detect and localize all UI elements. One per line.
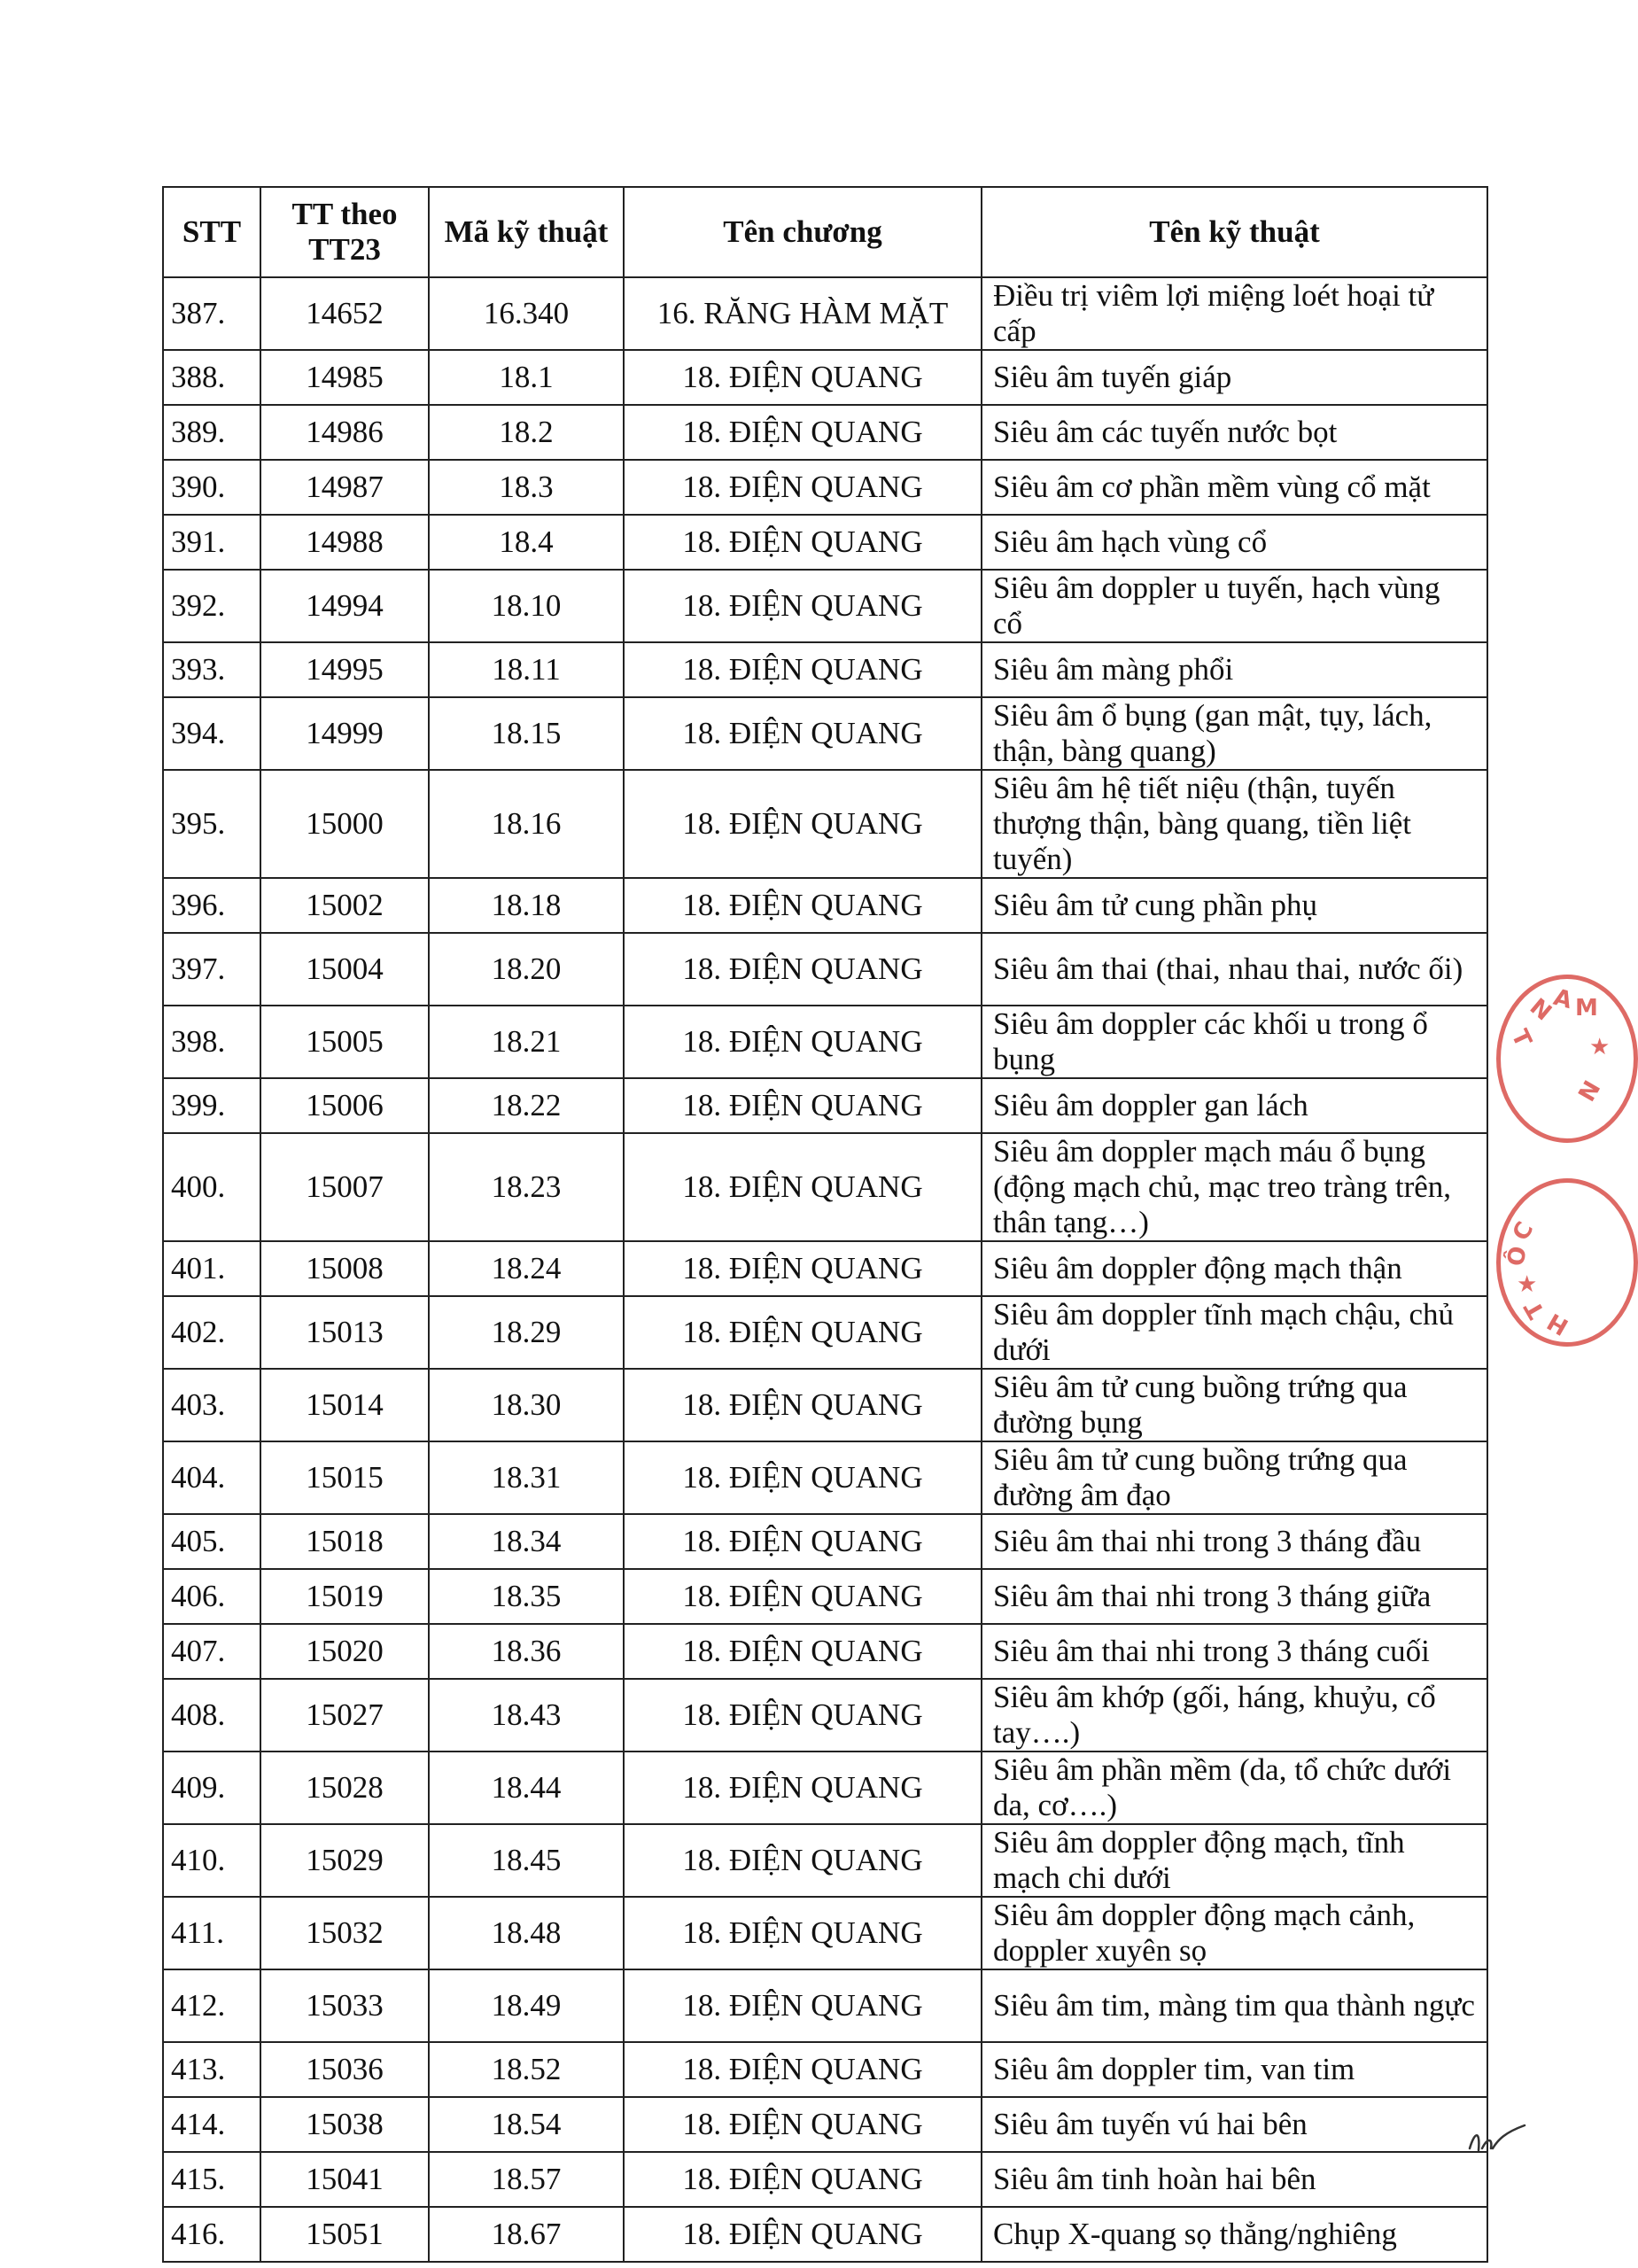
- table-row: [163, 1241, 1487, 1296]
- cell-ten-ky-thuat: Siêu âm thai nhi trong 3 tháng giữa: [982, 1569, 1487, 1624]
- cell-stt: 395.: [163, 770, 260, 878]
- table-row: [163, 1296, 1487, 1369]
- cell-tt-theo-tt23: 15006: [260, 1078, 429, 1133]
- cell-tt-theo-tt23: 15004: [260, 933, 429, 1006]
- cell-tt-theo-tt23: 14987: [260, 460, 429, 515]
- cell-ten-ky-thuat: Siêu âm các tuyến nước bọt: [982, 405, 1487, 460]
- table-row: [163, 642, 1487, 697]
- cell-ten-ky-thuat: Siêu âm tuyến giáp: [982, 350, 1487, 405]
- table-row: [163, 878, 1487, 933]
- table-row: [163, 1679, 1487, 1751]
- header-stt: STT: [163, 187, 260, 277]
- cell-stt: 407.: [163, 1624, 260, 1679]
- cell-stt: 392.: [163, 570, 260, 642]
- cell-ten-ky-thuat: Chụp X-quang sọ thẳng/nghiêng: [982, 2207, 1487, 2262]
- cell-ma-ky-thuat: 18.48: [429, 1897, 624, 1969]
- table-row: [163, 1897, 1487, 1969]
- cell-ten-ky-thuat: Siêu âm khớp (gối, háng, khuỷu, cổ tay….): [982, 1679, 1487, 1751]
- cell-stt: 406.: [163, 1569, 260, 1624]
- cell-ma-ky-thuat: 18.23: [429, 1133, 624, 1241]
- table-row: [163, 570, 1487, 642]
- cell-ten-ky-thuat: Siêu âm tử cung buồng trứng qua đường bụng: [982, 1369, 1487, 1441]
- cell-ten-chuong: 18. ĐIỆN QUANG: [624, 1569, 982, 1624]
- table-row: [163, 2097, 1487, 2152]
- table-row: [163, 515, 1487, 570]
- cell-tt-theo-tt23: 15028: [260, 1751, 429, 1824]
- cell-ten-ky-thuat: Siêu âm hệ tiết niệu (thận, tuyến thượng thận, bàng quang, tiền liệt tuyến): [982, 770, 1487, 878]
- table-row: [163, 1969, 1487, 2042]
- cell-ten-chuong: 18. ĐIỆN QUANG: [624, 642, 982, 697]
- cell-tt-theo-tt23: 15000: [260, 770, 429, 878]
- cell-ten-ky-thuat: Siêu âm thai nhi trong 3 tháng cuối: [982, 1624, 1487, 1679]
- cell-ten-chuong: 18. ĐIỆN QUANG: [624, 2207, 982, 2262]
- cell-tt-theo-tt23: 15029: [260, 1824, 429, 1897]
- cell-ten-ky-thuat: Siêu âm doppler gan lách: [982, 1078, 1487, 1133]
- cell-ma-ky-thuat: 18.35: [429, 1569, 624, 1624]
- cell-stt: 409.: [163, 1751, 260, 1824]
- cell-stt: 388.: [163, 350, 260, 405]
- cell-stt: 399.: [163, 1078, 260, 1133]
- cell-stt: 393.: [163, 642, 260, 697]
- cell-tt-theo-tt23: 15019: [260, 1569, 429, 1624]
- cell-stt: 391.: [163, 515, 260, 570]
- cell-ma-ky-thuat: 18.29: [429, 1296, 624, 1369]
- header-tt-theo-tt23: TT theo TT23: [260, 187, 429, 277]
- cell-ten-ky-thuat: Siêu âm doppler mạch máu ổ bụng (động mạch chủ, mạc treo tràng trên, thân tạng…): [982, 1133, 1487, 1241]
- table-header-row: [163, 187, 1487, 277]
- table-row: [163, 2042, 1487, 2097]
- cell-ma-ky-thuat: 18.15: [429, 697, 624, 770]
- cell-ten-chuong: 18. ĐIỆN QUANG: [624, 1751, 982, 1824]
- cell-tt-theo-tt23: 15014: [260, 1369, 429, 1441]
- table-row: [163, 933, 1487, 1006]
- cell-tt-theo-tt23: 15002: [260, 878, 429, 933]
- cell-stt: 405.: [163, 1514, 260, 1569]
- cell-tt-theo-tt23: 15051: [260, 2207, 429, 2262]
- cell-ten-ky-thuat: Siêu âm ổ bụng (gan mật, tụy, lách, thận, bàng quang): [982, 697, 1487, 770]
- table-row: [163, 1624, 1487, 1679]
- cell-ten-chuong: 18. ĐIỆN QUANG: [624, 2042, 982, 2097]
- cell-ten-chuong: 18. ĐIỆN QUANG: [624, 697, 982, 770]
- table-row: [163, 1369, 1487, 1441]
- header-ten-ky-thuat: Tên kỹ thuật: [982, 187, 1487, 277]
- table-row: [163, 1514, 1487, 1569]
- cell-ten-chuong: 18. ĐIỆN QUANG: [624, 1133, 982, 1241]
- table-row: [163, 1441, 1487, 1514]
- cell-ten-chuong: 18. ĐIỆN QUANG: [624, 1296, 982, 1369]
- cell-ten-chuong: 18. ĐIỆN QUANG: [624, 1078, 982, 1133]
- cell-stt: 389.: [163, 405, 260, 460]
- cell-ten-chuong: 18. ĐIỆN QUANG: [624, 1624, 982, 1679]
- cell-ten-chuong: 18. ĐIỆN QUANG: [624, 1969, 982, 2042]
- cell-ma-ky-thuat: 18.16: [429, 770, 624, 878]
- cell-ten-chuong: 16. RĂNG HÀM MẶT: [624, 277, 982, 350]
- cell-ten-ky-thuat: Siêu âm tinh hoàn hai bên: [982, 2152, 1487, 2207]
- cell-ten-ky-thuat: Siêu âm doppler động mạch, tĩnh mạch chi dưới: [982, 1824, 1487, 1897]
- cell-ma-ky-thuat: 18.31: [429, 1441, 624, 1514]
- cell-stt: 390.: [163, 460, 260, 515]
- cell-ma-ky-thuat: 18.67: [429, 2207, 624, 2262]
- cell-tt-theo-tt23: 15007: [260, 1133, 429, 1241]
- cell-ten-chuong: 18. ĐIỆN QUANG: [624, 878, 982, 933]
- table-row: [163, 2152, 1487, 2207]
- cell-stt: 410.: [163, 1824, 260, 1897]
- cell-ma-ky-thuat: 18.30: [429, 1369, 624, 1441]
- cell-ma-ky-thuat: 18.10: [429, 570, 624, 642]
- official-seal-bottom: C Ô ★ T H: [1496, 1178, 1638, 1347]
- cell-stt: 400.: [163, 1133, 260, 1241]
- cell-stt: 411.: [163, 1897, 260, 1969]
- cell-stt: 413.: [163, 2042, 260, 2097]
- cell-stt: 398.: [163, 1006, 260, 1078]
- cell-stt: 402.: [163, 1296, 260, 1369]
- table-row: [163, 2207, 1487, 2262]
- cell-ten-chuong: 18. ĐIỆN QUANG: [624, 1514, 982, 1569]
- cell-tt-theo-tt23: 14999: [260, 697, 429, 770]
- cell-ma-ky-thuat: 18.57: [429, 2152, 624, 2207]
- cell-ten-ky-thuat: Siêu âm doppler tĩnh mạch chậu, chủ dưới: [982, 1296, 1487, 1369]
- cell-tt-theo-tt23: 15020: [260, 1624, 429, 1679]
- cell-tt-theo-tt23: 15038: [260, 2097, 429, 2152]
- technique-table: [162, 186, 1488, 2263]
- cell-tt-theo-tt23: 15018: [260, 1514, 429, 1569]
- cell-ten-chuong: 18. ĐIỆN QUANG: [624, 1006, 982, 1078]
- cell-tt-theo-tt23: 15041: [260, 2152, 429, 2207]
- cell-ma-ky-thuat: 18.34: [429, 1514, 624, 1569]
- cell-ten-ky-thuat: Siêu âm doppler động mạch cảnh, doppler xuyên sọ: [982, 1897, 1487, 1969]
- cell-tt-theo-tt23: 14652: [260, 277, 429, 350]
- cell-stt: 414.: [163, 2097, 260, 2152]
- cell-ten-chuong: 18. ĐIỆN QUANG: [624, 1241, 982, 1296]
- cell-tt-theo-tt23: 15033: [260, 1969, 429, 2042]
- cell-stt: 403.: [163, 1369, 260, 1441]
- header-ten-chuong: Tên chương: [624, 187, 982, 277]
- cell-ten-chuong: 18. ĐIỆN QUANG: [624, 460, 982, 515]
- cell-tt-theo-tt23: 15008: [260, 1241, 429, 1296]
- cell-tt-theo-tt23: 15015: [260, 1441, 429, 1514]
- signature-initials-icon: [1466, 2122, 1528, 2157]
- cell-ten-ky-thuat: Siêu âm tử cung phần phụ: [982, 878, 1487, 933]
- table-row: [163, 1006, 1487, 1078]
- cell-ten-ky-thuat: Siêu âm doppler động mạch thận: [982, 1241, 1487, 1296]
- cell-stt: 397.: [163, 933, 260, 1006]
- cell-ten-ky-thuat: Siêu âm tim, màng tim qua thành ngực: [982, 1969, 1487, 2042]
- cell-tt-theo-tt23: 14994: [260, 570, 429, 642]
- cell-ten-chuong: 18. ĐIỆN QUANG: [624, 515, 982, 570]
- cell-ma-ky-thuat: 18.18: [429, 878, 624, 933]
- cell-tt-theo-tt23: 15013: [260, 1296, 429, 1369]
- cell-stt: 408.: [163, 1679, 260, 1751]
- cell-stt: 404.: [163, 1441, 260, 1514]
- table-row: [163, 770, 1487, 878]
- cell-tt-theo-tt23: 15036: [260, 2042, 429, 2097]
- cell-ma-ky-thuat: 18.43: [429, 1679, 624, 1751]
- cell-ten-chuong: 18. ĐIỆN QUANG: [624, 350, 982, 405]
- table-row: [163, 1824, 1487, 1897]
- cell-ten-ky-thuat: Điều trị viêm lợi miệng loét hoại tử cấp: [982, 277, 1487, 350]
- technique-table-container: [162, 186, 1487, 2263]
- cell-ten-ky-thuat: Siêu âm phần mềm (da, tổ chức dưới da, cơ….): [982, 1751, 1487, 1824]
- cell-ma-ky-thuat: 18.21: [429, 1006, 624, 1078]
- header-ma-ky-thuat: Mã kỹ thuật: [429, 187, 624, 277]
- cell-ten-chuong: 18. ĐIỆN QUANG: [624, 570, 982, 642]
- cell-ten-ky-thuat: Siêu âm thai nhi trong 3 tháng đầu: [982, 1514, 1487, 1569]
- cell-ma-ky-thuat: 18.20: [429, 933, 624, 1006]
- cell-ten-chuong: 18. ĐIỆN QUANG: [624, 2097, 982, 2152]
- cell-tt-theo-tt23: 15032: [260, 1897, 429, 1969]
- table-row: [163, 460, 1487, 515]
- cell-tt-theo-tt23: 14986: [260, 405, 429, 460]
- cell-tt-theo-tt23: 15027: [260, 1679, 429, 1751]
- cell-ma-ky-thuat: 18.45: [429, 1824, 624, 1897]
- cell-ma-ky-thuat: 18.49: [429, 1969, 624, 2042]
- cell-tt-theo-tt23: 14985: [260, 350, 429, 405]
- cell-stt: 416.: [163, 2207, 260, 2262]
- cell-ten-ky-thuat: Siêu âm tử cung buồng trứng qua đường âm đạo: [982, 1441, 1487, 1514]
- cell-tt-theo-tt23: 15005: [260, 1006, 429, 1078]
- cell-ten-chuong: 18. ĐIỆN QUANG: [624, 2152, 982, 2207]
- cell-ten-ky-thuat: Siêu âm tuyến vú hai bên: [982, 2097, 1487, 2152]
- cell-ten-chuong: 18. ĐIỆN QUANG: [624, 405, 982, 460]
- cell-ma-ky-thuat: 18.3: [429, 460, 624, 515]
- cell-ma-ky-thuat: 18.1: [429, 350, 624, 405]
- cell-ten-ky-thuat: Siêu âm doppler u tuyến, hạch vùng cổ: [982, 570, 1487, 642]
- cell-ten-chuong: 18. ĐIỆN QUANG: [624, 1369, 982, 1441]
- cell-tt-theo-tt23: 14988: [260, 515, 429, 570]
- cell-ma-ky-thuat: 18.22: [429, 1078, 624, 1133]
- cell-ten-chuong: 18. ĐIỆN QUANG: [624, 1897, 982, 1969]
- cell-ma-ky-thuat: 18.24: [429, 1241, 624, 1296]
- table-row: [163, 277, 1487, 350]
- cell-ten-ky-thuat: Siêu âm màng phổi: [982, 642, 1487, 697]
- cell-stt: 387.: [163, 277, 260, 350]
- table-row: [163, 405, 1487, 460]
- cell-stt: 394.: [163, 697, 260, 770]
- cell-ma-ky-thuat: 18.54: [429, 2097, 624, 2152]
- cell-ma-ky-thuat: 18.2: [429, 405, 624, 460]
- cell-tt-theo-tt23: 14995: [260, 642, 429, 697]
- cell-ten-chuong: 18. ĐIỆN QUANG: [624, 1441, 982, 1514]
- cell-stt: 415.: [163, 2152, 260, 2207]
- table-body: [163, 277, 1487, 2262]
- cell-ten-ky-thuat: Siêu âm doppler các khối u trong ổ bụng: [982, 1006, 1487, 1078]
- cell-ten-ky-thuat: Siêu âm thai (thai, nhau thai, nước ối): [982, 933, 1487, 1006]
- cell-ma-ky-thuat: 18.44: [429, 1751, 624, 1824]
- table-row: [163, 350, 1487, 405]
- cell-ma-ky-thuat: 18.52: [429, 2042, 624, 2097]
- cell-ten-chuong: 18. ĐIỆN QUANG: [624, 770, 982, 878]
- cell-ten-ky-thuat: Siêu âm doppler tim, van tim: [982, 2042, 1487, 2097]
- cell-ten-chuong: 18. ĐIỆN QUANG: [624, 1824, 982, 1897]
- cell-ma-ky-thuat: 18.11: [429, 642, 624, 697]
- cell-ten-chuong: 18. ĐIỆN QUANG: [624, 1679, 982, 1751]
- cell-stt: 401.: [163, 1241, 260, 1296]
- cell-ten-ky-thuat: Siêu âm hạch vùng cổ: [982, 515, 1487, 570]
- cell-ma-ky-thuat: 16.340: [429, 277, 624, 350]
- cell-stt: 396.: [163, 878, 260, 933]
- cell-ma-ky-thuat: 18.4: [429, 515, 624, 570]
- cell-ma-ky-thuat: 18.36: [429, 1624, 624, 1679]
- cell-stt: 412.: [163, 1969, 260, 2042]
- table-row: [163, 1078, 1487, 1133]
- table-row: [163, 1751, 1487, 1824]
- official-seal-top: T N A M ★ N: [1496, 975, 1638, 1143]
- table-row: [163, 697, 1487, 770]
- cell-ten-ky-thuat: Siêu âm cơ phần mềm vùng cổ mặt: [982, 460, 1487, 515]
- cell-ten-chuong: 18. ĐIỆN QUANG: [624, 933, 982, 1006]
- table-row: [163, 1133, 1487, 1241]
- table-row: [163, 1569, 1487, 1624]
